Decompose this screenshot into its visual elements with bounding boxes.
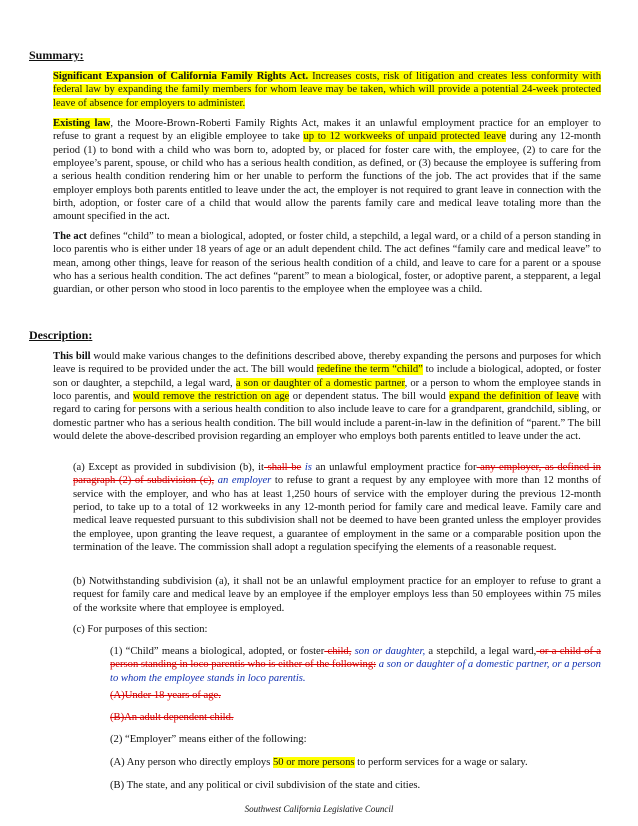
highlight-50-persons: 50 or more persons [273,757,355,768]
existing-law-paragraph: Existing law, the Moore-Brown-Roberti Family Rights Act, makes it an unlawful employment practice for an employer to refuse to grant a request by an eligible employee to take up to 12 workweeks of unpaid protected leave during any 12-month period (1) to bond with a child who was born to, adopted by, or placed for foster care with, the employee, (2) to care for the employee’s parent, spouse, or child who has a serious health condition, as defined, or (3) because the employee is suffering from a serious health condition rendering him or her unable to perform the functions of the job. The act provides that if the same employer employs both parents entitled to leave under the act, the employer is not required to grant leave in connection with the birth, adoption, or foster care of a child that would allow the parents family care and medical leave totaling more than the amount specified in the act. [53,118,601,223]
highlight-expand-leave: expand the definition of leave [449,391,579,403]
paragraph-c2-employer: (2) “Employer” means either of the following: [110,734,307,745]
inserted-text: an employer [214,475,272,487]
existing-law-lead: Existing law [53,118,111,129]
highlight-12-workweeks: up to 12 workweeks of unpaid protected leave [303,131,506,143]
item-c2b: (B) The state, and any political or civil subdivision of the state and cities. [110,780,421,791]
summary-headline-paragraph: Significant Expansion of California Family Rights Act. Increases costs, risk of litigation and creates less conformity with federal law by expanding the family members for whom leave may be taken, which will provide a potential 24-week protected leave of absence for employers to administer. [53,71,601,109]
highlight-remove-age-restriction: would remove the restriction on age [132,391,290,403]
the-act-lead: The act [53,231,87,242]
item-c2a: (A) Any person who directly employs 50 or more persons to perform services for a wage or salary. [110,757,528,768]
the-act-paragraph: The act defines “child” to mean a biological, adopted, or foster child, a stepchild, a legal ward, or a child of a person standing in loco parentis who is either under 18 years of age or an adult dependent child. The act defines “family care and medical leave” to mean, among other things, leave for reason of the serious health condition of a child, and leave to care for a parent or a spouse who has a serious health condition. The act defines “parent” to mean a biological, foster, or adoptive parent, a stepparent, a legal guardian, or other person who stood in loco parentis to the employee when the employee was a child. [53,231,602,296]
deleted-text: or a child of a person standing in loco parentis who is either of the following: [110,646,601,671]
paragraph-c1-child: (1) “Child” means a biological, adopted, or foster child, son or daughter, a stepchild, a legal ward, or a child of a person standing in loco parentis who is either of the following: a son or daughter of a domestic partner, or a person to whom the employee stands in loco parentis. [110,646,601,684]
deleted-text: shall be [263,462,302,473]
inserted-text: son or daughter, [351,646,426,657]
subdivision-c: (c) For purposes of this section: [73,624,208,635]
inserted-text: is [301,462,312,473]
summary-heading: Summary: [29,48,84,62]
subdivision-a: (a) Except as provided in subdivision (b), it shall be is an unlawful employment practice for any employer, as defined in paragraph (2) of subdivision (c), an employer to refuse to grant a request by any employee with more than 12 months of service with the employer, and who has at least 1,250 hours of service with the employer during the previous 12-month period, to take up to a total of 12 workweeks in any 12-month period for family care and medical leave. Family care and medical leave requested pursuant to this subdivision shall not be deemed to have been granted unless the employer provides the employee, upon granting the leave request, a guarantee of employment in the same or a comparable position upon the termination of the leave. The commission shall adopt a regulation specifying the elements of a reasonable request. [73,462,602,554]
deleted-text: child, [324,646,352,657]
inserted-text: a son or daughter of a domestic partner, or a person to whom the employee stands in loco parentis. [110,659,601,684]
this-bill-paragraph: This bill would make various changes to the definitions described above, thereby expanding the persons and purposes for which leave is required to be provided under the act. The bill would redefine the term “child” to include a biological, adopted, or foster son or daughter, a stepchild, a legal ward, a son or daughter of a domestic partner, or a person to whom the employee stands in loco parentis, and would remove the restriction on age or dependent status. The bill would expand the definition of leave with regard to caring for persons with a serious health condition to also include leave to care for a grandparent, grandchild, sibling, or domestic partner who has a serious health condition. The bill would include a parent-in-law in the definition of “parent.” The bill would delete the above-described provision regarding an employer who employs both parents entitled to leave under the act. [53,351,601,443]
subdivision-b: (b) Notwithstanding subdivision (a), it shall not be an unlawful employment practice for an employer to refuse to grant a request for family care and medical leave by an employee if the employer employs less than 50 employees within 75 miles of the worksite where that employee is employed. [73,576,601,614]
deleted-text: any employer, as defined in paragraph (2) of subdivision (c), [73,462,601,487]
page-footer: Southwest California Legislative Council [244,804,394,814]
highlight-domestic-partner: a son or daughter of a domestic partner [235,377,405,389]
summary-headline-bold: Significant Expansion of California Family Rights Act. [53,71,309,82]
highlight-redefine-child: redefine the term “child” [316,364,423,376]
this-bill-lead: This bill [53,351,91,362]
deleted-item-adult-dependent: (B)An adult dependent child. [110,712,234,723]
deleted-item-under-18: (A)Under 18 years of age. [110,690,221,701]
description-heading: Description: [29,328,93,342]
